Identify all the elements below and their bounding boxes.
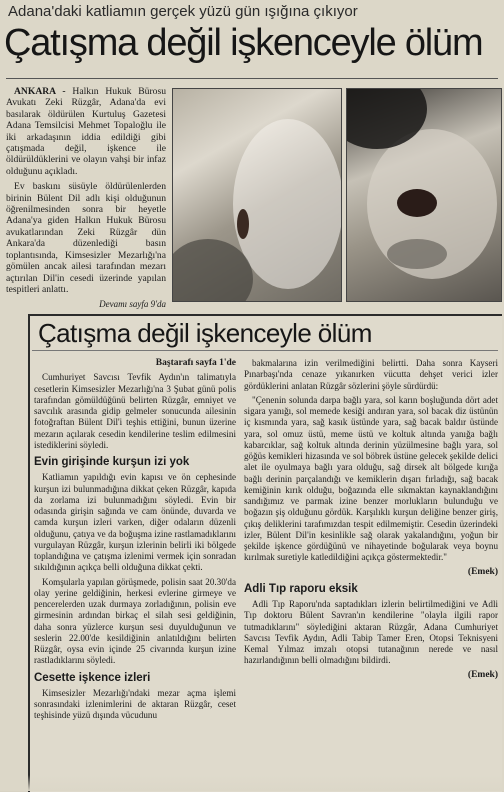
paragraph: Komşularla yapılan görüşmede, polisin saat 20.30'da olay yerine geldiğinin, herkesi evlerine girmeye ve pencerelerden uzak durmaya zorladığının, polisin eve girmesinin ardından birkaç el silah sesi geldiğinin, daha sonra yüzlerce kurşun sesi duyulduğunun ve seslerin 22.00'de kesildiğinin anlatıldığını belirten Rüzgâr, oysa evin içinde 25 civarında kurşun izine rastladıklarını söyledi. (34, 576, 236, 666)
paragraph: Kimsesizler Mezarlığı'ndaki mezar açma işlemi sonrasındaki izlenimlerini de aktaran Rüzgâr, ceset teşhisinde yüzü dışında vücudunu (34, 687, 236, 721)
jump-column-left (34, 358, 236, 725)
photo-shape (237, 209, 249, 239)
from-page-note: Baştarafı sayfa 1'de (155, 358, 236, 368)
source-credit: (Emek) (467, 566, 498, 577)
intro-text-1: Halkın Hukuk Bürosu Avukatı Zeki Rüzgâr, Adana'da evi basılarak öldürülen Kurtuluş Gazetesi Adana Temsilcisi Mehmet Topaloğlu ile iki arkadaşının iddia edildiği gibi çatışmada değil, işkence ile öldürüldüklerini ve olayın vahşi bir infaz olduğunu açıkladı. (6, 86, 166, 177)
subheading: Adli Tıp raporu eksik (244, 582, 358, 595)
photo-body-closeup (172, 88, 342, 302)
intro-column (6, 86, 166, 311)
page-edge (0, 775, 504, 791)
subheading: Cesette işkence izleri (34, 671, 151, 684)
intro-paragraph-2: Ev baskını süsüyle öldürülenlerden birinin Bülent Dil adlı kişi olduğunun öğrenilmesinden sonra bir heyetle Adana'ya giden Halkın Hukuk Bürosu avukatlarından Zeki Rüzgâr dün Ankara'da düzenlediği basın toplantısında, Kimsesizler Mezarlığı'na gömülen ancak ailesi tarafından mezarı açtırılan Dil'in cesedi üzerinde yapılan tespitleri anlattı. (6, 181, 166, 295)
intro-paragraph-1 (6, 86, 166, 177)
divider (6, 78, 498, 79)
source-credit: (Emek) (467, 669, 498, 680)
photo-shape (387, 239, 447, 269)
main-headline: Çatışma değil işkenceyle ölüm (4, 22, 483, 64)
continued-note: Devamı sayfa 9'da (99, 299, 166, 310)
photo-shape (397, 189, 437, 217)
jump-column-right (244, 358, 498, 684)
subheading: Evin girişinde kurşun izi yok (34, 456, 190, 468)
divider (32, 350, 498, 351)
kicker: Adana'daki katliamın gerçek yüzü gün ışığına çıkıyor (8, 3, 358, 20)
dateline: ANKARA - (14, 86, 66, 97)
quote-paragraph: "Çenenin solunda darpa bağlı yara, sol karın boşluğunda dört adet sigara yanığı, sol memede kesiği andıran yara, sol bacak diz üstünün iç kısmında yara, sağ kasık üstünde yara, sağ bacak baldır üstünde yara, sol omuz üstü, meme üstü ve koltuk altında yanığa bağlı kabarcıklar, sağ koltuk altında derinin yüzülmesine bağlı yara, sol göğüs kemikleri hizasında ve sol böbrek üstüne gelecek şekilde delici alet ile oyulmaya bağlı yara olduğu, sağ dirsek alt bölgede kırığa bağlı derinin parçalandığı ve kemiklerin dışarı fırladığı, sağ bacak kemiğinin kırık olduğu, boğazında elle sıkmaktan kaynaklandığını sandığımız ve parmak izine benzer morlukların bulunduğu ve boğazın şiş olduğunu gördük. Karşılıklı kurşun deliğine benzer giriş, çıkış deliklerini tarafımızdan tespit edilmemiştir. Cesedin üzerindeki izler, Bülent Dil'in kesinlikle sağ olarak yakalandığını, yoğun bir şekilde işkence gördüğünü ve nihayetinde boğularak veya boynu kırılmak suretiyle katledildiğini açıkça göstermektedir." (244, 394, 498, 563)
paragraph: Cumhuriyet Savcısı Tevfik Aydın'ın talimatıyla cesetlerin Kimsesizler Mezarlığı'na 3 Şubat günü polis tarafından gömüldüğünü belirten Rüzgâr, emniyet ve savcılık arasında gidip gelmeler sonucunda ailesinin fotoğraftan Bülent Dil'i teşhis ettiğini, bunun üzerine mezarın açılarak cesedin kendilerine teslim edilmesini istediklerini söyledi. (34, 372, 236, 450)
photo-victim-face (346, 88, 502, 302)
paragraph: Katliamın yapıldığı evin kapısı ve ön cephesinde kurşun izi bulunmadığına dikkat çeken Rüzgâr, kapıda da zorlama izi bulunmadığını söyledi. Evin bir odasında girişin sağında ve cam önünde, duvarda ve camda kurşun izleri varken, diğer odaların düzenli olduğunu, çatıya ve da boğuşma izine rastlamadıklarını vurgulayan Rüzgâr, kurşun izlerinin belirli iki bölgede toplandığına ve çatışma izlenimi vermek için sonradan sıkıldığının açıkça belli olduğuna dikkat çekti. (34, 472, 236, 573)
jump-headline: Çatışma değil işkenceyle ölüm (38, 318, 372, 348)
paragraph: bakmalarına izin verilmediğini belirtti. Daha sonra Kayseri Pınarbaşı'nda cenaze yıkanırken vücutta dehşet verici izler gördüklerini anlatan Rüzgâr sözlerini şöyle sürdürdü: (244, 358, 498, 391)
paragraph: Adli Tıp Raporu'nda saptadıkları izlerin belirtilmediğini ve Adli Tıp doktoru Bülent Savran'ın kendilerine "olayla ilgili rapor tutmadıklarını" söylediğini aktaran Rüzgâr, Adana Cumhuriyet Savcısı Tevfik Aydın, Adli Tabip Tamer Eren, Otopsi Teknisyeni Kemal Yılmaz imzalı otopsi tutanağının nerede ve nasıl hazırlandığının belli olmadığını bildirdi. (244, 599, 498, 666)
